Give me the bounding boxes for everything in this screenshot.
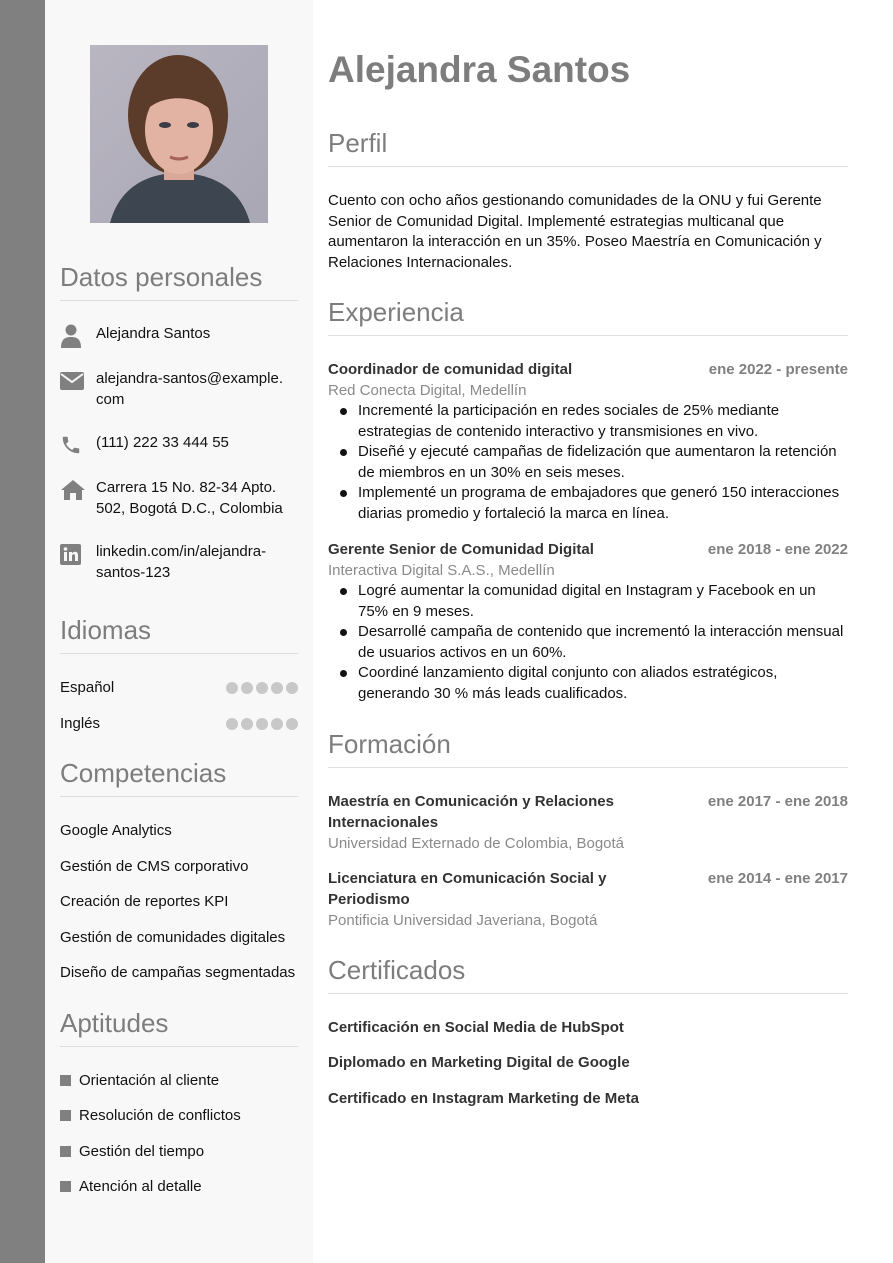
skill-label: Orientación al cliente — [79, 1072, 220, 1089]
language-name: Inglés — [60, 715, 101, 732]
level-dot — [256, 718, 268, 730]
certificate-item: Certificado en Instagram Marketing de Meta — [328, 1090, 639, 1107]
language-level-dots — [226, 718, 298, 730]
level-dot — [271, 718, 283, 730]
job-organization: Interactiva Digital S.A.S., Medellín — [328, 562, 555, 579]
phone-icon — [60, 433, 96, 457]
level-dot — [241, 682, 253, 694]
job-title: Coordinador de comunidad digital — [328, 361, 573, 378]
contact-address — [60, 478, 298, 519]
skill-item — [60, 1143, 204, 1160]
job-achievements — [328, 401, 848, 525]
achievement-item: Implementé un programa de embajadores que generó 150 interacciones diarias promedio y fortaleció la marca en línea. — [328, 483, 848, 524]
skill-item — [60, 1178, 202, 1195]
level-dot — [256, 682, 268, 694]
contact-name — [60, 324, 298, 348]
skills-heading: Aptitudes — [60, 1008, 298, 1047]
contact-email-text[interactable]: alejandra-santos@example. com — [96, 370, 283, 408]
competency-item: Gestión de comunidades digitales — [60, 929, 286, 946]
job-organization: Red Conecta Digital, Medellín — [328, 382, 527, 399]
skill-label: Gestión del tiempo — [79, 1143, 205, 1160]
language-name: Español — [60, 679, 115, 696]
square-bullet-icon — [60, 1110, 71, 1121]
certificates-heading: Certificados — [328, 955, 848, 994]
achievement-item: Desarrollé campaña de contenido que incrementó la interacción mensual de usuarios activos en un 60%. — [328, 622, 848, 663]
certificate-item: Diplomado en Marketing Digital de Google — [328, 1054, 630, 1071]
competency-item: Diseño de campañas segmentadas — [60, 964, 296, 981]
job-dates: ene 2022 - presente — [708, 361, 848, 378]
job-dates: ene 2018 - ene 2022 — [707, 541, 848, 558]
envelope-icon — [60, 369, 96, 393]
experience-entry-header — [328, 540, 848, 561]
certificate-item: Certificación en Social Media de HubSpot — [328, 1019, 624, 1036]
contact-address-text: Carrera 15 No. 82-34 Apto. 502, Bogotá D.C., Colombia — [96, 479, 283, 517]
level-dot — [271, 682, 283, 694]
languages-heading: Idiomas — [60, 615, 298, 654]
home-icon — [60, 478, 96, 502]
degree-title: Maestría en Comunicación y Relaciones Internacionales — [328, 793, 614, 831]
education-dates: ene 2017 - ene 2018 — [707, 793, 848, 810]
job-title: Gerente Senior de Comunidad Digital — [328, 541, 594, 558]
education-institution: Universidad Externado de Colombia, Bogotá — [328, 835, 625, 852]
achievement-item: Incrementé la participación en redes sociales de 25% mediante estrategias de contenido interactivo y transmisiones en vivo. — [328, 401, 848, 442]
job-achievements — [328, 581, 848, 705]
personal-data-heading: Datos personales — [60, 262, 298, 301]
square-bullet-icon — [60, 1075, 71, 1086]
profile-text: Cuento con ocho años gestionando comunidades de la ONU y fui Gerente Senior de Comunidad Digital. Implementé estrategias multicanal que aumentaron la interacción en un 35%. Poseo Maestría en Comunicación y Relaciones Internacionales. — [328, 192, 822, 271]
competencies-heading: Competencias — [60, 758, 298, 797]
profile-photo — [90, 45, 268, 223]
achievement-item: Diseñé y ejecuté campañas de fidelización que aumentaron la retención de miembros en un 30% en seis meses. — [328, 442, 848, 483]
experience-heading: Experiencia — [328, 297, 848, 336]
achievement-item: Logré aumentar la comunidad digital en Instagram y Facebook en un 75% en 9 meses. — [328, 581, 848, 622]
profile-heading: Perfil — [328, 128, 848, 167]
level-dot — [286, 682, 298, 694]
square-bullet-icon — [60, 1146, 71, 1157]
contact-email — [60, 369, 298, 410]
language-row — [60, 678, 298, 699]
contact-linkedin — [60, 542, 298, 583]
level-dot — [226, 718, 238, 730]
linkedin-icon — [60, 542, 96, 566]
contact-phone-text: (111) 222 33 444 55 — [96, 434, 229, 451]
education-entry-header — [328, 869, 848, 910]
level-dot — [241, 718, 253, 730]
level-dot — [286, 718, 298, 730]
skill-label: Resolución de conflictos — [79, 1107, 241, 1124]
competency-item: Gestión de CMS corporativo — [60, 858, 249, 875]
achievement-item: Coordiné lanzamiento digital conjunto con aliados estratégicos, generando 30 % más leads cualificados. — [328, 663, 848, 704]
candidate-name: Alejandra Santos — [328, 49, 631, 90]
education-institution: Pontificia Universidad Javeriana, Bogotá — [328, 912, 598, 929]
level-dot — [226, 682, 238, 694]
language-level-dots — [226, 682, 298, 694]
skill-label: Atención al detalle — [79, 1178, 202, 1195]
education-dates: ene 2014 - ene 2017 — [707, 870, 848, 887]
left-color-strip — [0, 0, 45, 1263]
contact-phone — [60, 433, 298, 457]
user-icon — [60, 324, 96, 348]
skill-item — [60, 1107, 241, 1124]
competency-item: Google Analytics — [60, 822, 172, 839]
degree-title: Licenciatura en Comunicación Social y Periodismo — [328, 870, 607, 908]
skill-item — [60, 1072, 219, 1089]
contact-linkedin-text[interactable]: linkedin.com/in/alejandra- santos-123 — [96, 543, 267, 581]
competency-item: Creación de reportes KPI — [60, 893, 229, 910]
education-heading: Formación — [328, 729, 848, 768]
square-bullet-icon — [60, 1181, 71, 1192]
education-entry-header — [328, 792, 848, 833]
experience-entry-header — [328, 360, 848, 381]
language-row — [60, 714, 298, 735]
contact-name-text: Alejandra Santos — [96, 325, 211, 342]
